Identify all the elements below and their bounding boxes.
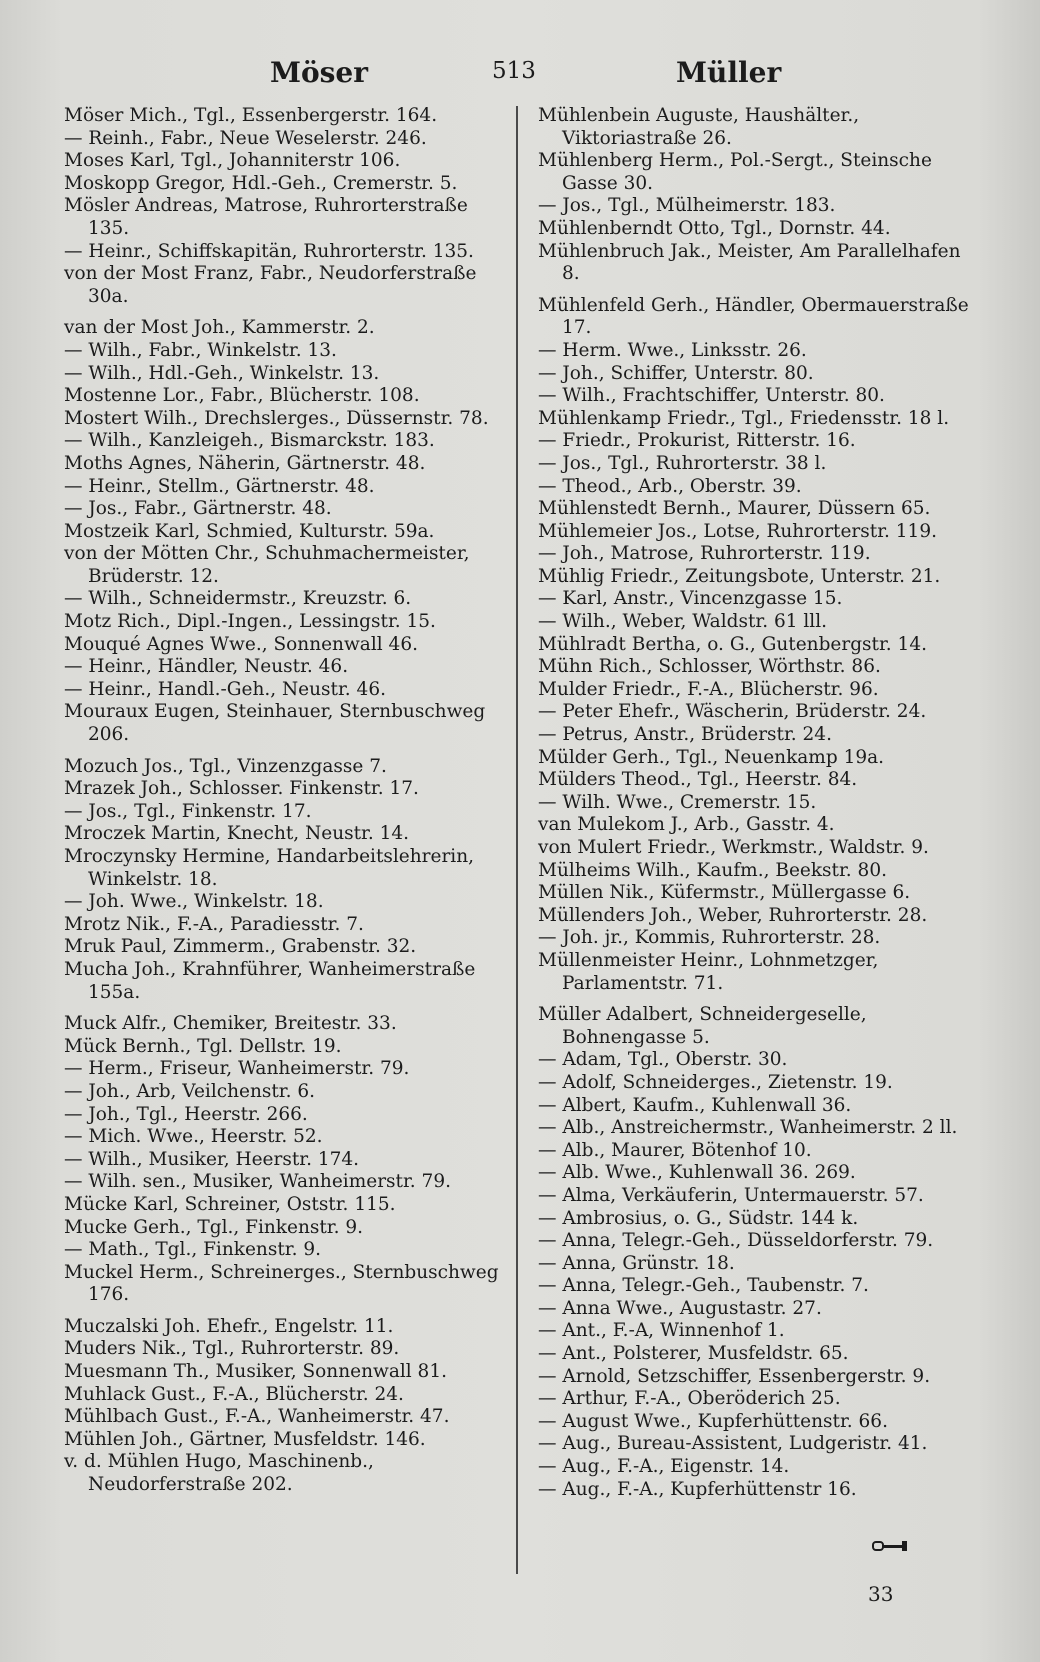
directory-entry: Müller Adalbert, Schneidergeselle, Bohnengasse 5. [538,1004,867,1048]
column-divider [516,106,518,1574]
directory-entry: Mülders Theod., Tgl., Heerstr. 84. [538,769,858,791]
running-head-right: Müller [676,56,782,89]
directory-entry: Mroczynsky Hermine, Handarbeitslehrerin, Winkelstr. 18. [64,846,474,890]
directory-entry: v. d. Mühlen Hugo, Maschinenb., Neudorferstraße 202. [64,1451,374,1496]
directory-entry: Moses Karl, Tgl., Johanniterstr 106. [64,150,401,172]
directory-entry: — Aug., Bureau-Assistent, Ludgeristr. 41. [538,1433,928,1455]
directory-entry: Motz Rich., Dipl.-Ingen., Lessingstr. 15. [64,611,436,633]
directory-entry: — Heinr., Schiffskapitän, Ruhrorterstr. 135. [64,240,474,262]
directory-entry: — Arnold, Setzschiffer, Essenbergerstr. 9. [538,1365,931,1387]
directory-entry: — Heinr., Handl.-Geh., Neustr. 46. [64,678,386,700]
left-column [64,105,504,1497]
directory-entry: — Ant., Polsterer, Musfeldstr. 65. [538,1343,849,1365]
directory-entry: Mülder Gerh., Tgl., Neuenkamp 19a. [538,746,885,768]
directory-entry: Mühlenbein Auguste, Haushälter., Viktoriastraße 26. [538,105,860,149]
directory-entry: — Reinh., Fabr., Neue Weselerstr. 246. [64,127,427,149]
directory-entry: Müllenmeister Heinr., Lohnmetzger, Parlamentstr. 71. [538,949,879,994]
directory-entry: — Joh., Tgl., Heerstr. 266. [64,1103,308,1125]
directory-entry: Muders Nik., Tgl., Ruhrorterstr. 89. [64,1338,400,1360]
directory-entry: Mück Bernh., Tgl. Dellstr. 19. [64,1035,342,1057]
directory-entry: — Karl, Anstr., Vincenzgasse 15. [538,588,843,610]
sheet-signature: 33 [868,1582,894,1606]
directory-entry: — Joh. Wwe., Winkelstr. 18. [64,891,324,913]
directory-entry: — Herm., Friseur, Wanheimerstr. 79. [64,1058,410,1080]
directory-entry: — Alb., Maurer, Bötenhof 10. [538,1139,812,1161]
directory-entry: — Herm. Wwe., Linksstr. 26. [538,339,807,361]
directory-entry: Mühlenbruch Jak., Meister, Am Parallelhafen 8. [538,240,961,285]
directory-entry: van Mulekom J., Arb., Gasstr. 4. [538,814,835,836]
directory-entry: — Wilh., Kanzleigeh., Bismarckstr. 183. [64,430,435,452]
right-column [538,105,978,1501]
directory-entry: — Math., Tgl., Finkenstr. 9. [64,1239,321,1261]
directory-entry: — Adam, Tgl., Oberstr. 30. [538,1049,788,1071]
directory-entry: Mücke Karl, Schreiner, Oststr. 115. [64,1193,396,1215]
directory-entry: Muckel Herm., Schreinerges., Sternbuschweg 176. [64,1261,499,1306]
directory-entry: Mühlenfeld Gerh., Händler, Obermauerstraße 17. [538,294,969,339]
directory-entry: von der Mötten Chr., Schuhmachermeister, Brüderstr. 12. [64,543,470,587]
directory-entry: Mühlenkamp Friedr., Tgl., Friedensstr. 18 l. [538,407,950,429]
directory-entry: Mucha Joh., Krahnführer, Wanheimerstraße 155a. [64,958,476,1003]
directory-entry: — Wilh., Frachtschiffer, Unterstr. 80. [538,385,885,407]
directory-entry: Mostert Wilh., Drechslerges., Düssernstr. 78. [64,407,489,429]
directory-entry: Muck Alfr., Chemiker, Breitestr. 33. [64,1013,397,1035]
directory-entry: — Alb. Wwe., Kuhlenwall 36. 269. [538,1162,856,1184]
directory-entry: Mouqué Agnes Wwe., Sonnenwall 46. [64,633,418,655]
directory-entry: — Petrus, Anstr., Brüderstr. 24. [538,724,832,746]
directory-entry: — Wilh. Wwe., Cremerstr. 15. [538,791,817,813]
directory-entry: — Heinr., Stellm., Gärtnerstr. 48. [64,475,375,497]
directory-entry: — Wilh. sen., Musiker, Wanheimerstr. 79. [64,1171,451,1193]
directory-entry: — Heinr., Händler, Neustr. 46. [64,656,349,678]
directory-entry: von der Most Franz, Fabr., Neudorferstraße 30a. [64,263,477,307]
directory-entry: Mühlradt Bertha, o. G., Gutenbergstr. 14. [538,633,927,655]
running-head-left: Möser [270,56,368,89]
directory-entry: — Joh. jr., Kommis, Ruhrorterstr. 28. [538,927,881,949]
directory-entry: — Albert, Kaufm., Kuhlenwall 36. [538,1094,852,1116]
directory-entry: — Anna Wwe., Augustastr. 27. [538,1297,822,1319]
directory-entry: Mozuch Jos., Tgl., Vinzenzgasse 7. [64,755,387,777]
directory-entry: — Anna, Grünstr. 18. [538,1252,735,1274]
directory-entry: — Mich. Wwe., Heerstr. 52. [64,1126,323,1148]
directory-entry: Mühlig Friedr., Zeitungsbote, Unterstr. 21. [538,565,941,587]
directory-entry: Mösler Andreas, Matrose, Ruhrorterstraße 135. [64,195,468,239]
directory-entry: — Friedr., Prokurist, Ritterstr. 16. [538,430,856,452]
directory-entry: Mühlenberg Herm., Pol.-Sergt., Steinsche Gasse 30. [538,150,932,194]
directory-entry: Muesmann Th., Musiker, Sonnenwall 81. [64,1361,447,1383]
directory-entry: — Anna, Telegr.-Geh., Düsseldorferstr. 79. [538,1230,934,1252]
directory-entry: — Wilh., Schneidermstr., Kreuzstr. 6. [64,588,412,610]
directory-entry: — Joh., Arb, Veilchenstr. 6. [64,1080,316,1102]
directory-entry: Mrotz Nik., F.-A., Paradiesstr. 7. [64,913,364,935]
directory-entry: Mouraux Eugen, Steinhauer, Sternbuschweg 206. [64,701,486,746]
directory-entry: Mühn Rich., Schlosser, Wörthstr. 86. [538,656,881,678]
directory-entry: Moskopp Gregor, Hdl.-Geh., Cremerstr. 5. [64,172,458,194]
directory-entry: Mostzeik Karl, Schmied, Kulturstr. 59a. [64,520,435,542]
telephone-key-icon [872,1539,910,1553]
directory-entry: Müllen Nik., Küfermstr., Müllergasse 6. [538,882,911,904]
directory-entry: — Wilh., Fabr., Winkelstr. 13. [64,339,337,361]
directory-entry: — Wilh., Weber, Waldstr. 61 lll. [538,611,828,633]
directory-entry: — Jos., Fabr., Gärtnerstr. 48. [64,498,332,520]
directory-entry: van der Most Joh., Kammerstr. 2. [64,317,375,339]
directory-entry: Mühlen Joh., Gärtner, Musfeldstr. 146. [64,1428,426,1450]
directory-entry: — Peter Ehefr., Wäscherin, Brüderstr. 24. [538,701,927,723]
directory-entry: Mühlbach Gust., F.-A., Wanheimerstr. 47. [64,1406,450,1428]
directory-entry: Mucke Gerh., Tgl., Finkenstr. 9. [64,1216,364,1238]
directory-entry: Mühlenstedt Bernh., Maurer, Düssern 65. [538,498,931,520]
directory-entry: Möser Mich., Tgl., Essenbergerstr. 164. [64,105,438,126]
directory-entry: — Jos., Tgl., Ruhrorterstr. 38 l. [538,452,827,474]
directory-entry: Mulder Friedr., F.-A., Blücherstr. 96. [538,678,879,700]
directory-entry: Mülheims Wilh., Kaufm., Beekstr. 80. [538,859,887,881]
directory-entry: — Anna, Telegr.-Geh., Taubenstr. 7. [538,1275,869,1297]
directory-entry: — Arthur, F.-A., Oberöderich 25. [538,1388,841,1410]
directory-entry: Mühlemeier Jos., Lotse, Ruhrorterstr. 119. [538,520,937,542]
directory-entry: Muhlack Gust., F.-A., Blücherstr. 24. [64,1383,404,1405]
directory-entry: Mostenne Lor., Fabr., Blücherstr. 108. [64,385,420,407]
directory-entry: — Joh., Matrose, Ruhrorterstr. 119. [538,543,871,565]
directory-entry: Mroczek Martin, Knecht, Neustr. 14. [64,823,410,845]
page-number: 513 [492,58,536,84]
directory-entry: — Aug., F.-A., Kupferhüttenstr 16. [538,1478,857,1500]
directory-entry: — Ant., F.-A, Winnenhof 1. [538,1320,785,1342]
directory-entry: — Adolf, Schneiderges., Zietenstr. 19. [538,1071,893,1093]
directory-entry: Mühlenberndt Otto, Tgl., Dornstr. 44. [538,217,891,239]
directory-entry: — Wilh., Musiker, Heerstr. 174. [64,1148,360,1170]
directory-entry: — Theod., Arb., Oberstr. 39. [538,475,802,497]
directory-entry: Muczalski Joh. Ehefr., Engelstr. 11. [64,1315,394,1337]
directory-entry: — Ambrosius, o. G., Südstr. 144 k. [538,1207,859,1229]
directory-entry: von Mulert Friedr., Werkmstr., Waldstr. 9. [538,837,929,858]
directory-entry: Mrazek Joh., Schlosser. Finkenstr. 17. [64,778,419,800]
directory-entry: — Jos., Tgl., Finkenstr. 17. [64,800,312,822]
directory-entry: — Joh., Schiffer, Unterstr. 80. [538,362,814,384]
directory-entry: — August Wwe., Kupferhüttenstr. 66. [538,1410,888,1432]
directory-entry: Moths Agnes, Näherin, Gärtnerstr. 48. [64,452,426,474]
directory-entry: — Jos., Tgl., Mülheimerstr. 183. [538,195,836,217]
directory-entry: Müllenders Joh., Weber, Ruhrorterstr. 28. [538,904,928,926]
directory-entry: Mruk Paul, Zimmerm., Grabenstr. 32. [64,936,417,958]
directory-entry: — Wilh., Hdl.-Geh., Winkelstr. 13. [64,362,380,384]
directory-entry: — Alma, Verkäuferin, Untermauerstr. 57. [538,1184,924,1206]
directory-entry: — Aug., F.-A., Eigenstr. 14. [538,1456,790,1478]
directory-entry: — Alb., Anstreichermstr., Wanheimerstr. 2 ll. [538,1117,958,1139]
